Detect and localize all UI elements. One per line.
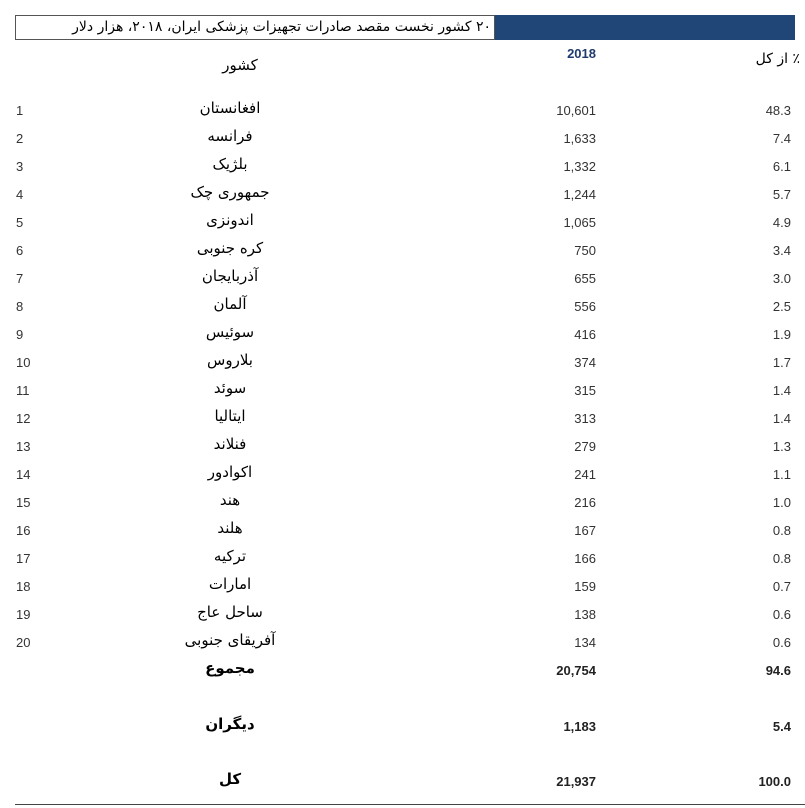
table-row (0, 265, 805, 293)
summary-row-total20 (0, 657, 805, 685)
table-row (0, 209, 805, 237)
row-rank: 5 (16, 215, 24, 230)
row-percent: 0.7 (772, 579, 791, 594)
table-row (0, 517, 805, 545)
column-header-year: 2018 (567, 46, 596, 61)
row-value: 1,065 (563, 215, 596, 230)
row-value: 10,601 (556, 103, 596, 118)
summary-percent: 100.0 (758, 774, 791, 789)
row-country: آلمان (213, 295, 247, 313)
row-percent: 3.0 (772, 271, 791, 286)
summary-label: دیگران (205, 715, 255, 733)
row-country: هلند (217, 519, 243, 537)
table-row (0, 153, 805, 181)
row-country: فرانسه (207, 127, 253, 145)
table-row (0, 433, 805, 461)
table-row (0, 545, 805, 573)
row-percent: 1.4 (772, 383, 791, 398)
row-value: 1,633 (563, 131, 596, 146)
row-percent: 1.0 (772, 495, 791, 510)
row-country: کره جنوبی (196, 239, 264, 257)
row-percent: 1.4 (772, 411, 791, 426)
table-bottom-border (15, 804, 805, 805)
summary-row-grand-total (0, 768, 805, 796)
row-rank: 12 (16, 411, 31, 426)
row-country: ترکیه (213, 547, 247, 565)
row-country: بلاروس (207, 351, 253, 369)
table-row (0, 321, 805, 349)
title-accent-bar (495, 15, 795, 40)
row-country: آفریقای جنوبی (184, 631, 276, 649)
row-country: امارات (208, 575, 252, 593)
row-percent: 0.8 (772, 523, 791, 538)
row-rank: 7 (16, 271, 24, 286)
row-percent: 1.7 (772, 355, 791, 370)
table-row (0, 97, 805, 125)
row-rank: 20 (16, 635, 31, 650)
row-percent: 4.9 (772, 215, 791, 230)
row-country: بلژیک (212, 155, 248, 173)
row-rank: 18 (16, 579, 31, 594)
row-country: جمهوری چک (190, 183, 270, 201)
summary-value: 20,754 (556, 663, 596, 678)
table-title: ۲۰ کشور نخست مقصد صادرات تجهیزات پزشکی ایران، ۲۰۱۸، هزار دلار (72, 19, 491, 35)
row-rank: 14 (16, 467, 31, 482)
row-rank: 13 (16, 439, 31, 454)
row-country: ساحل عاج (197, 603, 263, 621)
row-country: سوئیس (205, 323, 255, 341)
row-value: 750 (574, 243, 596, 258)
row-value: 279 (574, 439, 596, 454)
row-percent: 7.4 (772, 131, 791, 146)
data-rows (0, 97, 805, 657)
row-value: 159 (574, 579, 596, 594)
row-rank: 1 (16, 103, 24, 118)
row-country: سوئد (213, 379, 247, 397)
row-percent: 0.6 (772, 635, 791, 650)
row-value: 416 (574, 327, 596, 342)
table-row (0, 377, 805, 405)
row-rank: 10 (16, 355, 31, 370)
row-rank: 6 (16, 243, 24, 258)
summary-label: کل (218, 770, 242, 788)
table-row (0, 601, 805, 629)
table-row (0, 405, 805, 433)
row-rank: 19 (16, 607, 31, 622)
table-row (0, 461, 805, 489)
row-rank: 11 (16, 383, 30, 398)
summary-label: مجموع (205, 659, 255, 677)
row-percent: 2.5 (772, 299, 791, 314)
row-percent: 0.8 (772, 551, 791, 566)
table-row (0, 181, 805, 209)
row-country: فنلاند (213, 435, 247, 453)
summary-percent: 5.4 (772, 719, 791, 734)
row-value: 556 (574, 299, 596, 314)
summary-row-others (0, 713, 805, 741)
row-percent: 48.3 (765, 103, 791, 118)
row-rank: 2 (16, 131, 24, 146)
table-row (0, 293, 805, 321)
row-percent: 1.1 (772, 467, 791, 482)
row-value: 241 (574, 467, 596, 482)
summary-value: 21,937 (556, 774, 596, 789)
row-value: 1,332 (563, 159, 596, 174)
row-value: 374 (574, 355, 596, 370)
column-header-percent: ٪ از کل (755, 51, 800, 67)
row-value: 134 (574, 635, 596, 650)
row-value: 138 (574, 607, 596, 622)
row-rank: 8 (16, 299, 24, 314)
column-header-country: کشور (222, 56, 258, 74)
row-rank: 9 (16, 327, 24, 342)
title-banner (15, 15, 795, 40)
row-percent: 1.9 (772, 327, 791, 342)
table-row (0, 573, 805, 601)
row-country: آذربایجان (201, 267, 259, 285)
row-value: 313 (574, 411, 596, 426)
table-row (0, 489, 805, 517)
row-value: 315 (574, 383, 596, 398)
row-value: 167 (574, 523, 596, 538)
row-rank: 3 (16, 159, 24, 174)
table-row (0, 237, 805, 265)
row-country: افغانستان (199, 99, 261, 117)
row-rank: 16 (16, 523, 31, 538)
row-value: 216 (574, 495, 596, 510)
summary-value: 1,183 (563, 719, 596, 734)
row-country: اندونزی (206, 211, 254, 229)
row-percent: 3.4 (772, 243, 791, 258)
row-rank: 15 (16, 495, 31, 510)
summary-percent: 94.6 (765, 663, 791, 678)
row-percent: 5.7 (772, 187, 791, 202)
row-country: ایتالیا (214, 407, 246, 425)
table-row (0, 349, 805, 377)
row-percent: 1.3 (772, 439, 791, 454)
row-country: هند (219, 491, 241, 509)
row-value: 1,244 (563, 187, 596, 202)
table-row (0, 125, 805, 153)
row-country: اکوادور (207, 463, 253, 481)
row-value: 655 (574, 271, 596, 286)
row-rank: 4 (16, 187, 24, 202)
table-row (0, 629, 805, 657)
row-rank: 17 (16, 551, 31, 566)
row-percent: 0.6 (772, 607, 791, 622)
row-percent: 6.1 (772, 159, 791, 174)
row-value: 166 (574, 551, 596, 566)
